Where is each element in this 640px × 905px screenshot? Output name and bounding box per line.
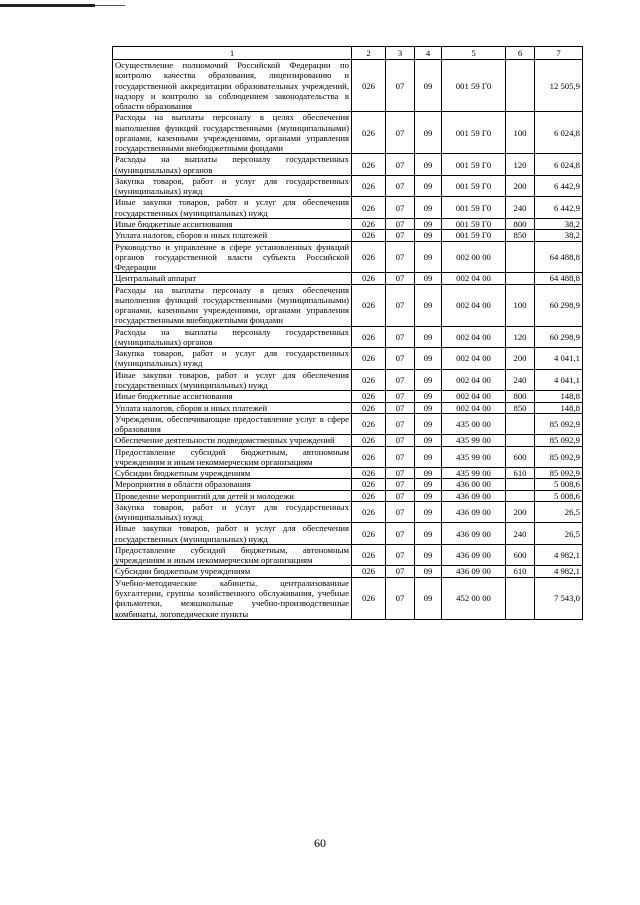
row-csr: 001 59 Г0 bbox=[442, 112, 506, 154]
row-name: Расходы на выплаты персоналу государственных (муниципальных) органов bbox=[113, 326, 352, 348]
row-pr: 09 bbox=[415, 402, 442, 413]
row-pr: 09 bbox=[415, 413, 442, 435]
table-row bbox=[113, 523, 583, 545]
row-csr: 002 04 00 bbox=[442, 369, 506, 391]
row-sum: 12 505,9 bbox=[535, 60, 583, 112]
row-name: Расходы на выплаты персоналу в целях обеспечения выполнения функций государственными (муниципальными) органами, казенными учреждениями, органами управления государственными внебюджетными фондами bbox=[113, 112, 352, 154]
row-name: Иные закупки товаров, работ и услуг для обеспечения государственных (муниципальных) нужд bbox=[113, 197, 352, 219]
row-vr bbox=[506, 273, 535, 284]
row-vr: 120 bbox=[506, 154, 535, 176]
row-vr: 600 bbox=[506, 544, 535, 566]
row-name: Учреждения, обеспечивающие предоставление услуг в сфере образования bbox=[113, 413, 352, 435]
row-pr: 09 bbox=[415, 501, 442, 523]
table-row bbox=[113, 577, 583, 619]
row-sum: 85 092,9 bbox=[535, 435, 583, 446]
row-vr bbox=[506, 577, 535, 619]
row-pr: 09 bbox=[415, 60, 442, 112]
table-row bbox=[113, 544, 583, 566]
header-row bbox=[113, 47, 583, 60]
row-rz: 07 bbox=[386, 391, 415, 402]
row-sum: 85 092,9 bbox=[535, 446, 583, 468]
row-name: Закупка товаров, работ и услуг для государственных (муниципальных) нужд bbox=[113, 501, 352, 523]
row-vr: 800 bbox=[506, 391, 535, 402]
row-vr: 240 bbox=[506, 523, 535, 545]
row-rz: 07 bbox=[386, 446, 415, 468]
row-ved: 026 bbox=[352, 566, 386, 577]
row-pr: 09 bbox=[415, 218, 442, 229]
row-vr bbox=[506, 479, 535, 490]
row-sum: 85 092,9 bbox=[535, 468, 583, 479]
row-vr: 610 bbox=[506, 468, 535, 479]
row-name: Уплата налогов, сборов и иных платежей bbox=[113, 402, 352, 413]
row-ved: 026 bbox=[352, 348, 386, 370]
row-csr: 001 59 Г0 bbox=[442, 154, 506, 176]
row-name: Иные бюджетные ассигнования bbox=[113, 391, 352, 402]
row-vr: 120 bbox=[506, 326, 535, 348]
row-csr: 002 04 00 bbox=[442, 402, 506, 413]
table-row bbox=[113, 154, 583, 176]
table-row bbox=[113, 273, 583, 284]
row-csr: 436 00 00 bbox=[442, 479, 506, 490]
row-name: Проведение мероприятий для детей и молодежи bbox=[113, 490, 352, 501]
row-ved: 026 bbox=[352, 326, 386, 348]
row-sum: 38,2 bbox=[535, 218, 583, 229]
row-csr: 001 59 Г0 bbox=[442, 230, 506, 241]
row-rz: 07 bbox=[386, 241, 415, 273]
row-name: Закупка товаров, работ и услуг для государственных (муниципальных) нужд bbox=[113, 175, 352, 197]
row-pr: 09 bbox=[415, 577, 442, 619]
header-col-3: 3 bbox=[386, 47, 415, 60]
row-csr: 002 04 00 bbox=[442, 284, 506, 326]
table-row bbox=[113, 391, 583, 402]
row-rz: 07 bbox=[386, 197, 415, 219]
page-number: 60 bbox=[314, 836, 326, 850]
row-rz: 07 bbox=[386, 402, 415, 413]
row-rz: 07 bbox=[386, 326, 415, 348]
row-rz: 07 bbox=[386, 154, 415, 176]
row-vr bbox=[506, 241, 535, 273]
row-vr: 200 bbox=[506, 175, 535, 197]
row-name: Закупка товаров, работ и услуг для государственных (муниципальных) нужд bbox=[113, 348, 352, 370]
row-vr: 200 bbox=[506, 348, 535, 370]
row-name: Обеспечение деятельности подведомственных учреждений bbox=[113, 435, 352, 446]
table-row bbox=[113, 348, 583, 370]
row-rz: 07 bbox=[386, 479, 415, 490]
row-pr: 09 bbox=[415, 523, 442, 545]
row-sum: 7 543,0 bbox=[535, 577, 583, 619]
row-vr bbox=[506, 490, 535, 501]
row-ved: 026 bbox=[352, 197, 386, 219]
row-name: Уплата налогов, сборов и иных платежей bbox=[113, 230, 352, 241]
row-name: Расходы на выплаты персоналу в целях обеспечения выполнения функций государственными (муниципальными) органами, казенными учреждениями, органами управления государственными внебюджетными фондами bbox=[113, 284, 352, 326]
header-col-7: 7 bbox=[535, 47, 583, 60]
row-pr: 09 bbox=[415, 197, 442, 219]
row-ved: 026 bbox=[352, 230, 386, 241]
row-rz: 07 bbox=[386, 501, 415, 523]
row-sum: 6 442,9 bbox=[535, 197, 583, 219]
row-pr: 09 bbox=[415, 369, 442, 391]
table-row bbox=[113, 446, 583, 468]
row-pr: 09 bbox=[415, 154, 442, 176]
row-csr: 452 00 00 bbox=[442, 577, 506, 619]
row-csr: 002 04 00 bbox=[442, 348, 506, 370]
row-name: Предоставление субсидий бюджетным, автономным учреждениям и иным некоммерческим организациям bbox=[113, 544, 352, 566]
table-row bbox=[113, 479, 583, 490]
row-vr: 240 bbox=[506, 369, 535, 391]
row-name: Субсидии бюджетным учреждениям bbox=[113, 468, 352, 479]
table-row bbox=[113, 60, 583, 112]
row-vr: 800 bbox=[506, 218, 535, 229]
row-pr: 09 bbox=[415, 230, 442, 241]
row-name: Иные бюджетные ассигнования bbox=[113, 218, 352, 229]
row-ved: 026 bbox=[352, 175, 386, 197]
row-vr bbox=[506, 60, 535, 112]
row-sum: 148,8 bbox=[535, 391, 583, 402]
row-pr: 09 bbox=[415, 241, 442, 273]
row-name: Расходы на выплаты персоналу государственных (муниципальных) органов bbox=[113, 154, 352, 176]
row-csr: 435 99 00 bbox=[442, 468, 506, 479]
table-row bbox=[113, 241, 583, 273]
row-ved: 026 bbox=[352, 402, 386, 413]
row-vr: 100 bbox=[506, 284, 535, 326]
row-pr: 09 bbox=[415, 348, 442, 370]
row-csr: 001 59 Г0 bbox=[442, 175, 506, 197]
row-pr: 09 bbox=[415, 112, 442, 154]
table-row bbox=[113, 112, 583, 154]
table-row bbox=[113, 490, 583, 501]
table-row bbox=[113, 413, 583, 435]
row-sum: 26,5 bbox=[535, 501, 583, 523]
row-rz: 07 bbox=[386, 544, 415, 566]
row-pr: 09 bbox=[415, 479, 442, 490]
row-pr: 09 bbox=[415, 326, 442, 348]
row-ved: 026 bbox=[352, 241, 386, 273]
row-sum: 64 488,8 bbox=[535, 273, 583, 284]
table-row bbox=[113, 566, 583, 577]
row-name: Осуществление полномочий Российской Федерации по контролю качества образования, лицензированию и государственной аккредитации образовательных учреждений, надзору и контролю за соблюдением законодательства в области образования bbox=[113, 60, 352, 112]
table-row bbox=[113, 326, 583, 348]
row-ved: 026 bbox=[352, 446, 386, 468]
row-rz: 07 bbox=[386, 230, 415, 241]
row-sum: 60 298,9 bbox=[535, 326, 583, 348]
table-row bbox=[113, 435, 583, 446]
row-pr: 09 bbox=[415, 284, 442, 326]
table-row bbox=[113, 175, 583, 197]
row-pr: 09 bbox=[415, 490, 442, 501]
row-sum: 148,8 bbox=[535, 402, 583, 413]
row-rz: 07 bbox=[386, 490, 415, 501]
row-pr: 09 bbox=[415, 391, 442, 402]
row-vr: 850 bbox=[506, 402, 535, 413]
row-csr: 002 04 00 bbox=[442, 391, 506, 402]
header-col-4: 4 bbox=[415, 47, 442, 60]
row-ved: 026 bbox=[352, 468, 386, 479]
table-row bbox=[113, 230, 583, 241]
table-row bbox=[113, 369, 583, 391]
row-name: Иные закупки товаров, работ и услуг для обеспечения государственных (муниципальных) нужд bbox=[113, 523, 352, 545]
row-pr: 09 bbox=[415, 273, 442, 284]
row-pr: 09 bbox=[415, 468, 442, 479]
row-ved: 026 bbox=[352, 369, 386, 391]
row-rz: 07 bbox=[386, 175, 415, 197]
row-csr: 001 59 Г0 bbox=[442, 218, 506, 229]
row-sum: 4 982,1 bbox=[535, 566, 583, 577]
row-sum: 4 041,1 bbox=[535, 348, 583, 370]
row-name: Центральный аппарат bbox=[113, 273, 352, 284]
row-rz: 07 bbox=[386, 523, 415, 545]
row-vr bbox=[506, 435, 535, 446]
row-sum: 6 024,8 bbox=[535, 112, 583, 154]
table-row bbox=[113, 468, 583, 479]
row-vr: 850 bbox=[506, 230, 535, 241]
row-csr: 001 59 Г0 bbox=[442, 197, 506, 219]
row-sum: 4 982,1 bbox=[535, 544, 583, 566]
table-row bbox=[113, 501, 583, 523]
row-name: Субсидии бюджетным учреждениям bbox=[113, 566, 352, 577]
row-pr: 09 bbox=[415, 175, 442, 197]
row-ved: 026 bbox=[352, 479, 386, 490]
row-sum: 85 092,9 bbox=[535, 413, 583, 435]
row-vr: 100 bbox=[506, 112, 535, 154]
row-pr: 09 bbox=[415, 544, 442, 566]
row-csr: 001 59 Г0 bbox=[442, 60, 506, 112]
header-col-6: 6 bbox=[506, 47, 535, 60]
row-csr: 002 00 00 bbox=[442, 241, 506, 273]
row-rz: 07 bbox=[386, 112, 415, 154]
row-rz: 07 bbox=[386, 284, 415, 326]
row-ved: 026 bbox=[352, 523, 386, 545]
header-col-5: 5 bbox=[442, 47, 506, 60]
row-name: Руководство и управление в сфере установленных функций органов государственной власти субъекта Российской Федерации bbox=[113, 241, 352, 273]
row-rz: 07 bbox=[386, 369, 415, 391]
row-ved: 026 bbox=[352, 413, 386, 435]
row-sum: 38,2 bbox=[535, 230, 583, 241]
row-vr: 600 bbox=[506, 446, 535, 468]
row-sum: 5 008,6 bbox=[535, 490, 583, 501]
row-ved: 026 bbox=[352, 112, 386, 154]
row-csr: 436 09 00 bbox=[442, 566, 506, 577]
row-vr bbox=[506, 413, 535, 435]
row-pr: 09 bbox=[415, 566, 442, 577]
row-csr: 436 09 00 bbox=[442, 490, 506, 501]
row-rz: 07 bbox=[386, 468, 415, 479]
table-row bbox=[113, 402, 583, 413]
row-sum: 64 488,8 bbox=[535, 241, 583, 273]
row-rz: 07 bbox=[386, 218, 415, 229]
row-ved: 026 bbox=[352, 154, 386, 176]
top-rule bbox=[0, 4, 95, 7]
table-row bbox=[113, 218, 583, 229]
row-csr: 002 04 00 bbox=[442, 273, 506, 284]
row-csr: 002 04 00 bbox=[442, 326, 506, 348]
row-sum: 4 041,1 bbox=[535, 369, 583, 391]
row-vr: 200 bbox=[506, 501, 535, 523]
table-row bbox=[113, 284, 583, 326]
header-col-1: 1 bbox=[113, 47, 352, 60]
row-rz: 07 bbox=[386, 566, 415, 577]
row-sum: 26,5 bbox=[535, 523, 583, 545]
row-rz: 07 bbox=[386, 413, 415, 435]
row-name: Иные закупки товаров, работ и услуг для обеспечения государственных (муниципальных) нужд bbox=[113, 369, 352, 391]
row-ved: 026 bbox=[352, 273, 386, 284]
top-rule-thin bbox=[95, 5, 125, 6]
row-name: Учебно-методические кабинеты, централизованные бухгалтерии, группы хозяйственного обслуживания, учебные фильмотеки, межшкольные учебно-производственные комбинаты, логопедические пункты bbox=[113, 577, 352, 619]
row-ved: 026 bbox=[352, 391, 386, 402]
row-rz: 07 bbox=[386, 435, 415, 446]
row-csr: 436 09 00 bbox=[442, 501, 506, 523]
row-sum: 6 024,8 bbox=[535, 154, 583, 176]
row-ved: 026 bbox=[352, 218, 386, 229]
row-rz: 07 bbox=[386, 348, 415, 370]
row-ved: 026 bbox=[352, 490, 386, 501]
row-ved: 026 bbox=[352, 284, 386, 326]
row-sum: 5 008,6 bbox=[535, 479, 583, 490]
row-csr: 435 00 00 bbox=[442, 413, 506, 435]
row-rz: 07 bbox=[386, 577, 415, 619]
header-col-2: 2 bbox=[352, 47, 386, 60]
row-sum: 6 442,9 bbox=[535, 175, 583, 197]
row-name: Мероприятия в области образования bbox=[113, 479, 352, 490]
row-name: Предоставление субсидий бюджетным, автономным учреждениям и иным некоммерческим организациям bbox=[113, 446, 352, 468]
row-ved: 026 bbox=[352, 577, 386, 619]
row-csr: 436 09 00 bbox=[442, 523, 506, 545]
row-ved: 026 bbox=[352, 435, 386, 446]
row-csr: 435 99 00 bbox=[442, 435, 506, 446]
table-body bbox=[113, 60, 583, 620]
table-row bbox=[113, 197, 583, 219]
row-pr: 09 bbox=[415, 435, 442, 446]
row-ved: 026 bbox=[352, 544, 386, 566]
row-rz: 07 bbox=[386, 60, 415, 112]
row-rz: 07 bbox=[386, 273, 415, 284]
row-vr: 610 bbox=[506, 566, 535, 577]
row-ved: 026 bbox=[352, 60, 386, 112]
row-csr: 435 99 00 bbox=[442, 446, 506, 468]
row-sum: 60 298,9 bbox=[535, 284, 583, 326]
budget-table bbox=[112, 46, 583, 620]
row-pr: 09 bbox=[415, 446, 442, 468]
row-vr: 240 bbox=[506, 197, 535, 219]
row-ved: 026 bbox=[352, 501, 386, 523]
row-csr: 436 09 00 bbox=[442, 544, 506, 566]
